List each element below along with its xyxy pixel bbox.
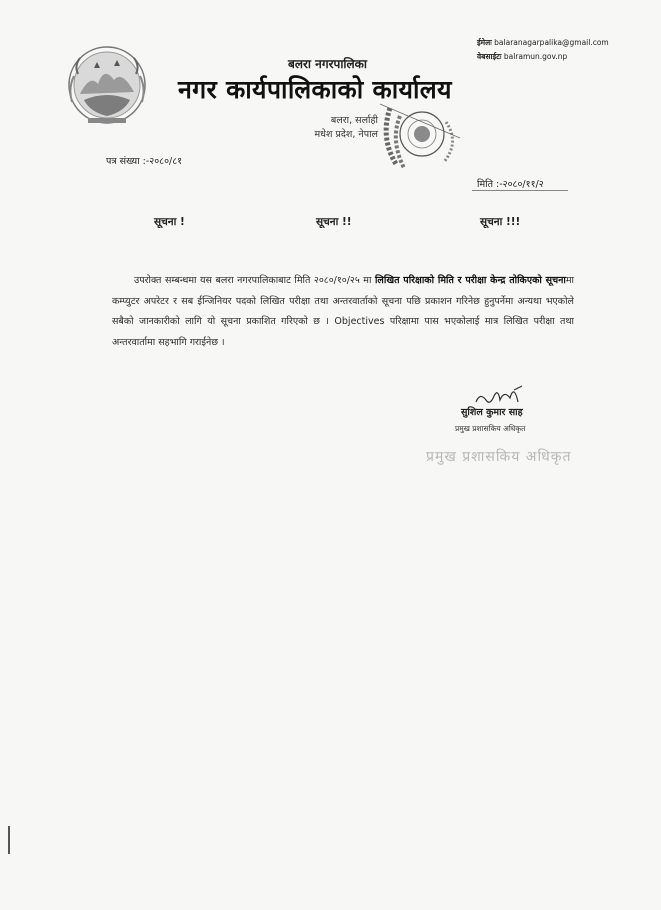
nepal-emblem-icon xyxy=(64,44,150,126)
address-line-2: मधेश प्रदेश, नेपाल xyxy=(314,129,378,140)
body-part-1: उपरोक्त सम्बन्धमा यस बलरा नगरपालिकाबाट मिति २०८०/१०/२५ मा xyxy=(134,275,375,286)
body-bold-phrase: लिखित परिक्षाको मिति र परीक्षा केन्द्र तोकिएको सूचना xyxy=(374,275,566,286)
email-label: ईमेलः xyxy=(477,38,492,47)
website-address: balramun.gov.np xyxy=(503,52,568,61)
office-stamp-icon xyxy=(360,98,470,178)
notice-body xyxy=(112,271,574,353)
signer-title: प्रमुख प्रशासकिय अधिकृत xyxy=(455,424,526,433)
signer-name: सुशिल कुमार साह xyxy=(461,407,523,418)
reference-number: पत्र संख्या :-२०८०/८१ xyxy=(106,156,183,167)
email-address: balaranagarpalika@gmail.com xyxy=(494,38,609,47)
email-row xyxy=(477,36,609,50)
website-row xyxy=(477,50,609,64)
office-title: नगर कार्यपालिकाको कार्यालय xyxy=(178,75,452,104)
notice-heading-3: सूचना !!! xyxy=(480,216,521,228)
body-part-3: परिक्षामा पास भएकोलाई मात्र लिखित परीक्षा तथा अन्तरवार्तामा सहभागि गराईनेछ । xyxy=(112,316,574,348)
address-line-1: बलरा, सर्लाही xyxy=(330,115,378,126)
notice-heading-1: सूचना ! xyxy=(154,216,185,228)
date-underline xyxy=(472,190,568,191)
contact-info xyxy=(477,36,609,64)
notice-heading-2: सूचना !! xyxy=(316,216,352,228)
faded-designation-stamp: प्रमुख प्रशासकिय अधिकृत xyxy=(426,449,572,465)
margin-mark xyxy=(7,826,11,854)
letter-date: मिति :-२०८०/११/२ xyxy=(477,179,544,190)
website-label: वेबसाईटः xyxy=(477,52,502,61)
body-part-2: मा कम्प्युटर अपरेटर र सब ईन्जिनियर पदको लिखित परीक्षा तथा अन्तरवार्ताको सूचना पछि प्रकाशन गरिनेछ हुनुपर्नेमा अन्यथा भएकोले सबैको जानकारीको लागि यो सूचना प्रकाशित गरिएको छ । xyxy=(112,275,574,327)
body-objectives: Objectives xyxy=(334,316,385,327)
organization-name: बलरा नगरपालिका xyxy=(288,57,367,71)
